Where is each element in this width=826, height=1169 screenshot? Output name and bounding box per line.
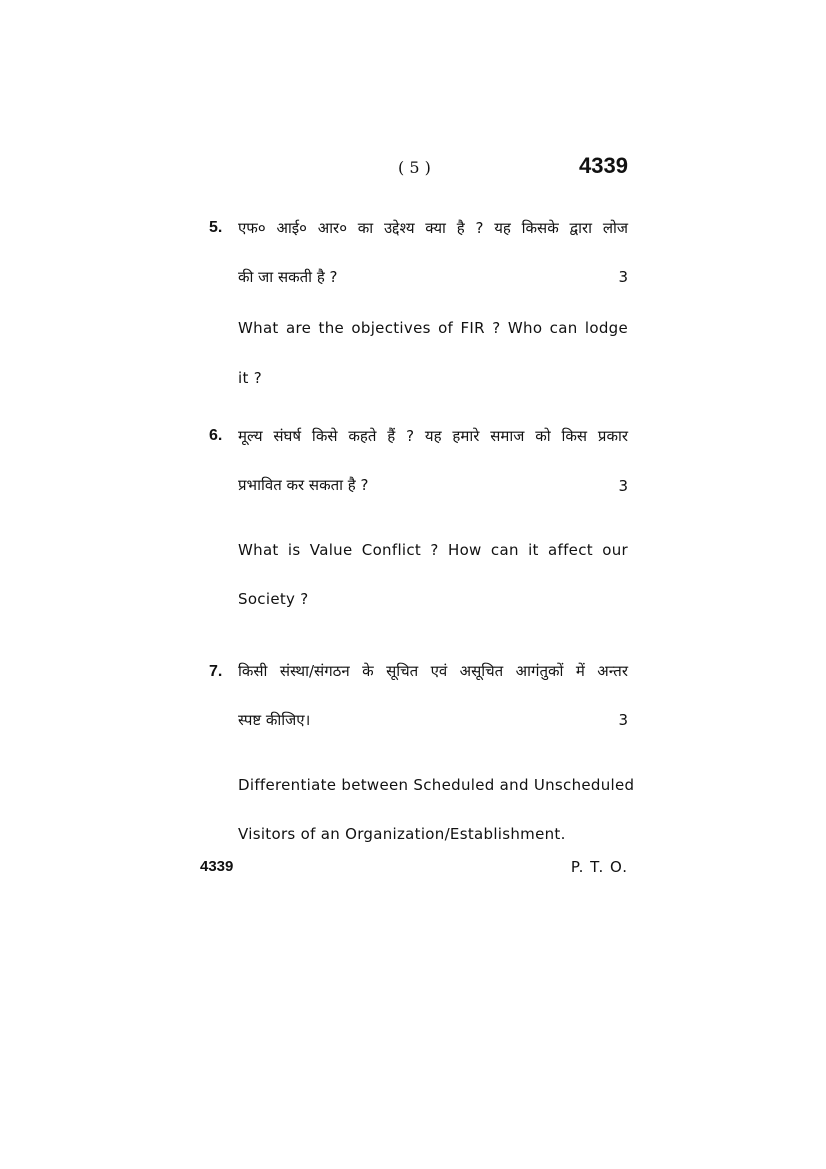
question-hindi-line: मूल्य संघर्ष किसे कहते हैं ? यह हमारे समाज को किस प्रकार — [238, 427, 628, 445]
question-hindi-line: स्पष्ट कीजिए। — [238, 711, 311, 729]
question-number: 6. — [209, 427, 223, 444]
question-english-line: Differentiate between Scheduled and Unscheduled — [238, 776, 635, 794]
question-english-line: What is Value Conflict ? How can it affect our — [238, 541, 628, 559]
question-marks: 3 — [618, 711, 628, 729]
question-hindi-line: एफ० आई० आर० का उद्देश्य क्या है ? यह किसके द्वारा लोज — [238, 219, 628, 237]
question-english-line: it ? — [238, 369, 262, 387]
question-english-line: Visitors of an Organization/Establishment. — [238, 825, 566, 843]
question-marks: 3 — [618, 477, 628, 495]
page-number: ( 5 ) — [398, 158, 431, 177]
please-turn-over: P. T. O. — [570, 858, 628, 876]
paper-code-footer: 4339 — [200, 858, 234, 875]
question-hindi-line: की जा सकती है ? — [238, 268, 338, 286]
question-hindi-line: किसी संस्था/संगठन के सूचित एवं असूचित आगंतुकों में अन्तर — [238, 662, 628, 680]
question-hindi-line: प्रभावित कर सकता है ? — [238, 476, 369, 494]
question-english-line: What are the objectives of FIR ? Who can lodge — [238, 319, 628, 337]
question-number: 7. — [209, 663, 223, 680]
question-number: 5. — [209, 219, 223, 236]
question-marks: 3 — [618, 268, 628, 286]
question-english-line: Society ? — [238, 590, 309, 608]
paper-code-header: 4339 — [579, 153, 628, 178]
